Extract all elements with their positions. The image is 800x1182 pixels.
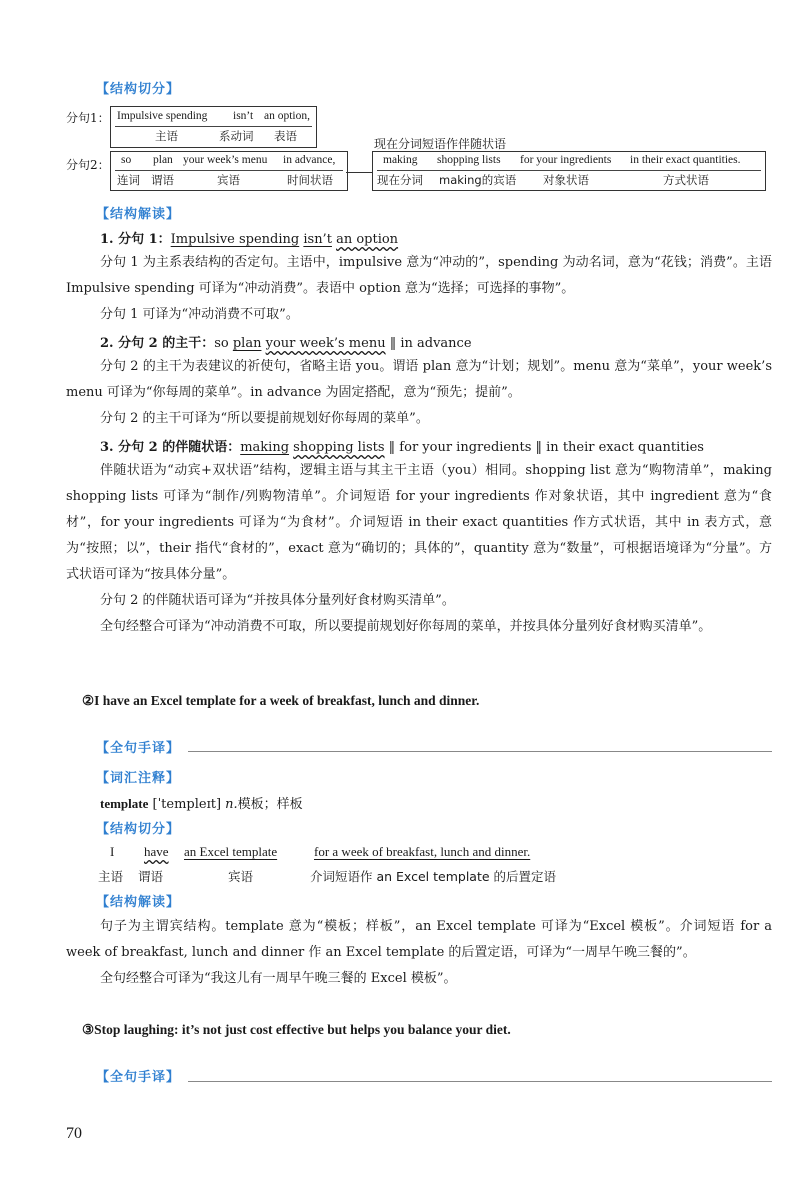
section-label-vocab: 【词汇注释】 xyxy=(96,771,181,786)
clause2-box xyxy=(110,151,348,191)
structure-cut-2 xyxy=(100,844,660,884)
paragraph-clause1-b: 分句 1 可译为“冲动消费不可取”。 xyxy=(100,307,299,322)
h1-verb: isn’t xyxy=(303,232,332,247)
h2-verb: plan xyxy=(232,336,262,351)
h3-participle: making xyxy=(240,440,290,455)
c1-role-subject: 主语 xyxy=(155,129,178,143)
c3-role-participle: 现在分词 xyxy=(377,173,423,187)
clause3-box xyxy=(372,151,766,191)
heading-clause1-num: 1. 分句 1： xyxy=(100,232,171,247)
section-label-translation-2: 【全句手译】 xyxy=(96,741,181,756)
clause2-label: 分句2： xyxy=(66,158,110,172)
paragraph-adverbial-a: 伴随状语为“动宾+双状语”结构，逻辑主语与其主干主语（you）相同。shopping list 意为“购物清单”，making shopping lists 可译为“制作/列购物清单”。介词短语 for your ingredients 作对象状语，其中 ingredient 意为“食材”，for your ingredients 可译为“为食材”。介词短语 in their exact quantities 作方式状语，其中 in 表方式，意为“按照；以”，their 指代“食材的”，exact 意为“确切的；具体的”，quantity 意为“数量”，可根据语境译为“分量”。方式状语可译为“按具体分量”。 xyxy=(66,463,772,582)
clause1-label: 分句1： xyxy=(66,111,110,125)
c1-role-predicative: 表语 xyxy=(274,129,297,143)
c2-word-conj: so xyxy=(121,154,132,166)
h3-object: shopping lists xyxy=(293,440,385,455)
c3-caption: 现在分词短语作伴随状语 xyxy=(374,137,507,151)
h1-predicative: an option xyxy=(336,232,399,247)
c3-word-participle: making xyxy=(383,154,418,166)
section-label-structure-analysis: 【结构解读】 xyxy=(96,207,181,222)
section-label-translation-3: 【全句手译】 xyxy=(96,1070,181,1085)
paragraph-clause2-a: 分句 2 的主干为表建议的祈使句，省略主语 you。谓语 plan 意为“计划；规划”。menu 意为“菜单”，your week’s menu 可译为“你每周的菜单”。in advance 为固定搭配，意为“预先；提前”。 xyxy=(66,359,772,400)
c3-word-adverbial1: for your ingredients xyxy=(520,154,612,166)
translation-line-2[interactable] xyxy=(188,751,772,752)
s2-role-verb: 谓语 xyxy=(138,869,164,884)
s2-role-object: 宾语 xyxy=(228,869,254,884)
paragraph-adverbial-b: 分句 2 的伴随状语可译为“并按具体分量列好食材购买清单”。 xyxy=(100,593,455,608)
paragraph-clause2-b: 分句 2 的主干可译为“所以要提前规划好你每周的菜单”。 xyxy=(100,411,429,426)
vocab-pos: n. xyxy=(225,797,238,812)
paragraph-s2-a: 句子为主谓宾结构。template 意为“模板；样板”，an Excel template 可译为“Excel 模板”。介词短语 for a week of breakfast, lunch and dinner 作 an Excel template 的后置定语，可译为“一周早午晚三餐的”。 xyxy=(66,919,772,960)
section-label-structure-cut-2: 【结构切分】 xyxy=(96,822,181,837)
heading-clause2-num: 2. 分句 2 的主干： xyxy=(100,336,215,351)
s2-word-object: an Excel template xyxy=(184,844,278,859)
vocab-word: template xyxy=(100,796,149,811)
c3-role-adverbial2: 方式状语 xyxy=(663,173,709,187)
sentence-2: ②I have an Excel template for a week of breakfast, lunch and dinner. xyxy=(82,693,480,708)
c1-word-verb: isn’t xyxy=(233,110,254,122)
vocab-entry xyxy=(100,793,303,812)
paragraph-s2-b: 全句经整合可译为“我这儿有一周早午晚三餐的 Excel 模板”。 xyxy=(100,971,457,986)
c2-role-verb: 谓语 xyxy=(151,173,174,187)
c2-role-adverbial: 时间状语 xyxy=(287,173,333,187)
paragraph-full-translation: 全句经整合可译为“冲动消费不可取，所以要提前规划好你每周的菜单，并按具体分量列好食材购买清单”。 xyxy=(100,619,712,634)
s2-role-attributive: 介词短语作 an Excel template 的后置定语 xyxy=(310,869,557,884)
heading-clause1 xyxy=(100,228,398,247)
c1-role-verb: 系动词 xyxy=(219,129,254,143)
c3-role-object: making的宾语 xyxy=(439,173,517,187)
c2-word-verb: plan xyxy=(153,154,173,166)
c2-word-adverbial: in advance, xyxy=(283,154,336,166)
c2-role-conj: 连词 xyxy=(117,173,140,187)
section-label-structure-analysis-2: 【结构解读】 xyxy=(96,895,181,910)
connector-line xyxy=(346,172,372,173)
vocab-phonetic: [ˈtempleɪt] xyxy=(148,797,226,812)
h2-conj: so xyxy=(214,336,229,351)
s2-word-subject: I xyxy=(110,844,115,859)
heading-adverbial xyxy=(100,436,704,455)
h3-adverbials: ‖ for your ingredients ‖ in their exact quantities xyxy=(384,440,704,455)
sentence-3: ③Stop laughing: it’s not just cost effective but helps you balance your diet. xyxy=(82,1022,511,1037)
h2-adverbial: ‖ in advance xyxy=(385,336,472,351)
s2-role-subject: 主语 xyxy=(98,869,124,884)
c3-role-adverbial1: 对象状语 xyxy=(543,173,589,187)
c3-word-adverbial2: in their exact quantities. xyxy=(630,154,741,166)
page-number: 70 xyxy=(66,1125,82,1142)
c1-word-predicative: an option, xyxy=(264,110,310,122)
heading-adverbial-num: 3. 分句 2 的伴随状语： xyxy=(100,440,241,455)
vocab-meaning: 模板；样板 xyxy=(237,797,303,812)
c2-word-object: your week’s menu xyxy=(183,154,268,166)
h2-object: your week’s menu xyxy=(265,336,386,351)
c3-word-object: shopping lists xyxy=(437,154,501,166)
c2-role-object: 宾语 xyxy=(217,173,240,187)
s2-word-verb: have xyxy=(144,844,169,859)
h1-subject: Impulsive spending xyxy=(170,232,300,247)
heading-clause2 xyxy=(100,332,472,351)
translation-line-3[interactable] xyxy=(188,1081,772,1082)
s2-word-attributive: for a week of breakfast, lunch and dinner. xyxy=(314,844,531,859)
paragraph-clause1-a: 分句 1 为主系表结构的否定句。主语中，impulsive 意为“冲动的”，spending 为动名词，意为“花钱；消费”。主语 Impulsive spending 可译为“冲动消费”。表语中 option 意为“选择；可选择的事物”。 xyxy=(66,255,772,296)
clause1-box xyxy=(110,106,317,148)
c1-word-subject: Impulsive spending xyxy=(117,110,208,122)
section-label-structure-cut: 【结构切分】 xyxy=(96,82,181,97)
